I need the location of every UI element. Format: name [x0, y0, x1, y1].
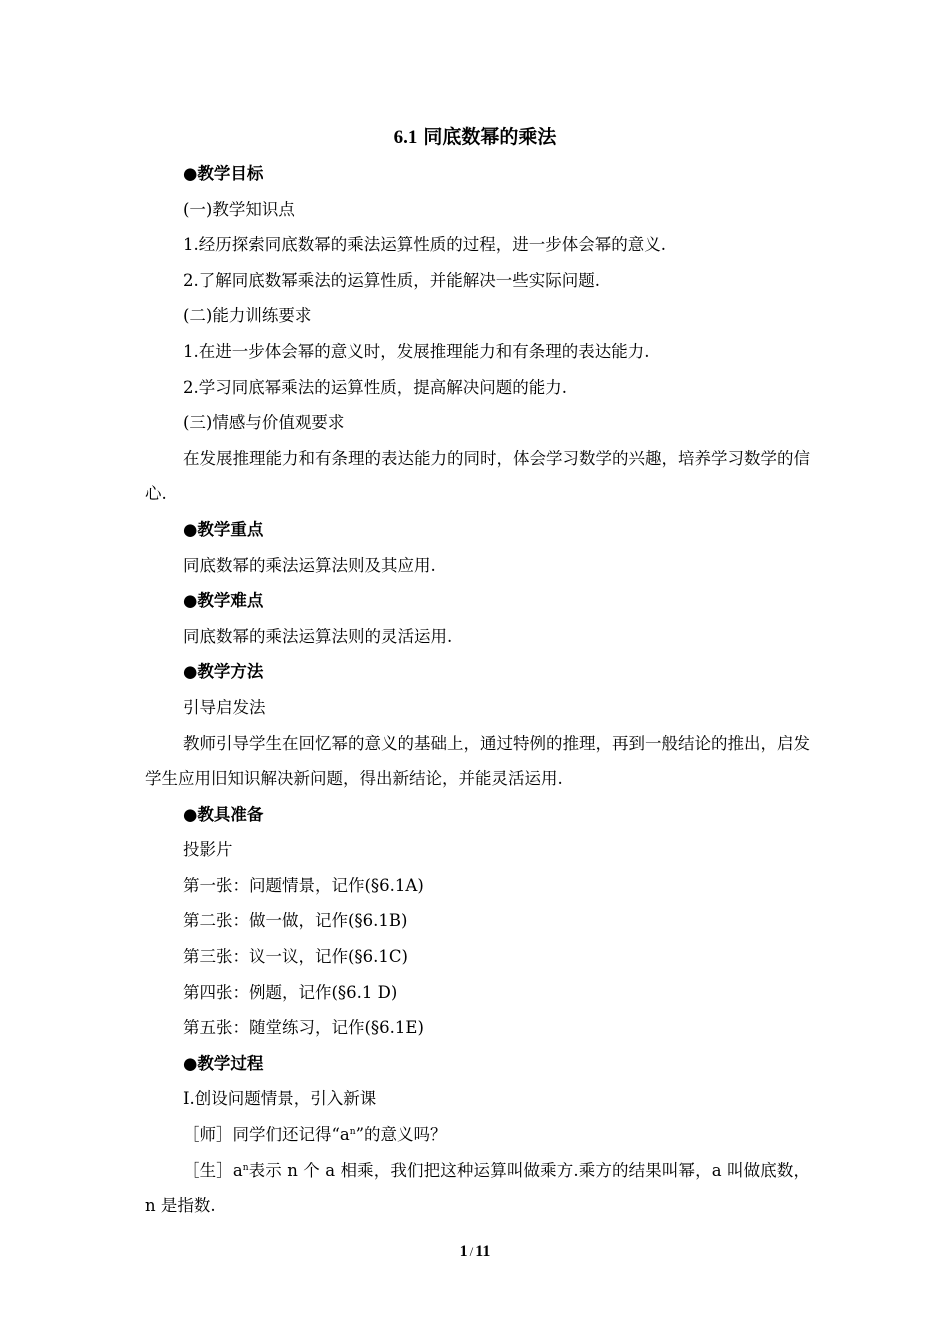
student-text-end: 表示 n 个 a 相乘，我们把这种运算叫做乘方.乘方的结果叫幂，a 叫做底数，n 是指数.	[145, 1160, 810, 1216]
page-title	[0, 122, 950, 153]
ability-heading: (二)能力训练要求	[183, 306, 312, 326]
knowledge-heading: (一)教学知识点	[183, 199, 295, 219]
tools-item: 第三张：议一议，记作(§6.1C)	[183, 947, 408, 967]
emotion-paragraph: 在发展推理能力和有条理的表达能力的同时，体会学习数学的兴趣，培养学习数学的信心.	[145, 448, 810, 504]
method-paragraph: 教师引导学生在回忆幂的意义的基础上，通过特例的推理，再到一般结论的推出，启发学生应用旧知识解决新问题，得出新结论，并能灵活运用.	[145, 733, 810, 789]
teacher-text-end: ”的意义吗？	[355, 1125, 447, 1145]
method-heading: ●教学方法	[183, 662, 264, 682]
tools-item: 第五张：随堂练习，记作(§6.1E)	[183, 1018, 424, 1038]
emotion-heading: (三)情感与价值观要求	[183, 413, 345, 433]
tools-item: 第一张：问题情景，记作(§6.1A)	[183, 875, 424, 895]
total-pages: 11	[475, 1243, 491, 1260]
page-separator: /	[469, 1244, 474, 1259]
title-text: 同底数幂的乘法	[423, 126, 557, 148]
difficulty-text: 同底数幂的乘法运算法则的灵活运用.	[183, 626, 453, 646]
tools-heading: ●教具准备	[183, 804, 264, 824]
knowledge-item-1: 1.经历探索同底数幂的乘法运算性质的过程，进一步体会幂的意义.	[183, 235, 666, 255]
teacher-text-start: ［师］同学们还记得“a	[183, 1125, 350, 1145]
tools-item: 第二张：做一做，记作(§6.1B)	[183, 911, 408, 931]
tools-intro: 投影片	[183, 840, 233, 860]
section-number: 6.1	[393, 127, 418, 148]
difficulty-heading: ●教学难点	[183, 591, 264, 611]
student-text-start: ［生］a	[183, 1160, 243, 1180]
student-line	[145, 1153, 810, 1224]
ability-item-1: 1.在进一步体会幂的意义时，发展推理能力和有条理的表达能力.	[183, 341, 650, 361]
process-heading: ●教学过程	[183, 1053, 264, 1073]
document-body	[145, 156, 810, 1224]
process-step-1: Ⅰ.创设问题情景，引入新课	[183, 1089, 377, 1109]
knowledge-item-2: 2.了解同底数幂乘法的运算性质，并能解决一些实际问题.	[183, 270, 600, 290]
teacher-line	[145, 1117, 810, 1153]
key-point-heading: ●教学重点	[183, 519, 264, 539]
method-name: 引导启发法	[183, 697, 266, 717]
teacher-exponent: n	[349, 1127, 356, 1138]
current-page: 1	[459, 1243, 468, 1260]
student-exponent: n	[242, 1162, 249, 1173]
key-point-text: 同底数幂的乘法运算法则及其应用.	[183, 555, 436, 575]
objectives-heading: ●教学目标	[183, 164, 264, 183]
ability-item-2: 2.学习同底幂乘法的运算性质，提高解决问题的能力.	[183, 377, 567, 397]
page-number	[0, 1243, 950, 1261]
tools-item: 第四张：例题，记作(§6.1 D)	[183, 982, 398, 1002]
